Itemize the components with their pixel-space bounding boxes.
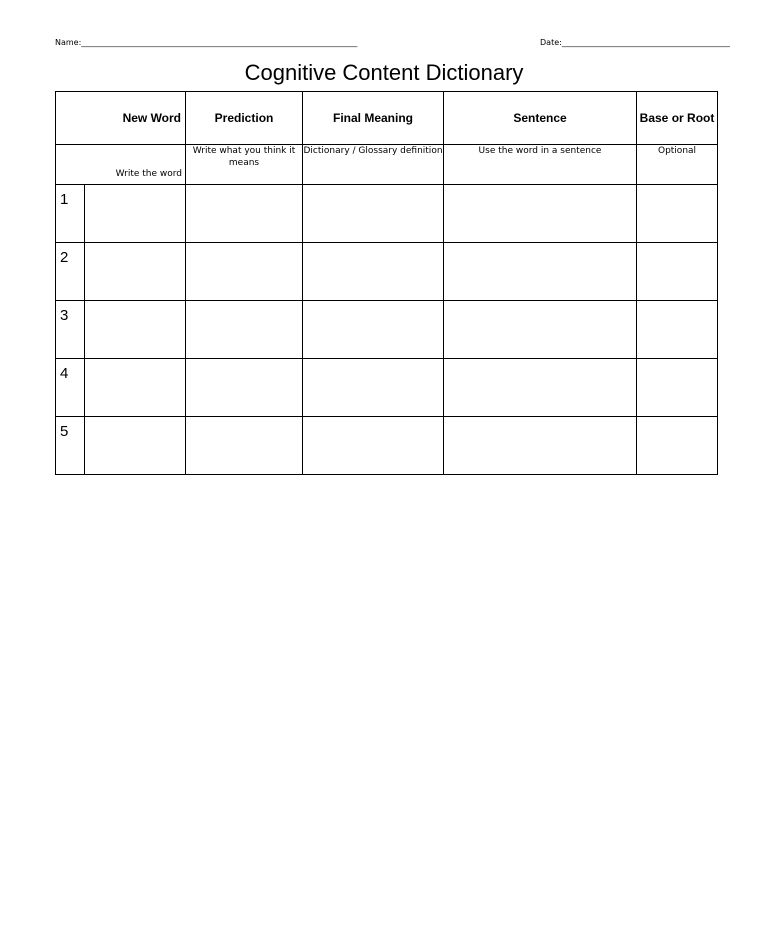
hint-prediction: Write what you think it means [186,145,303,185]
page-title: Cognitive Content Dictionary [244,60,524,85]
cell-final-meaning[interactable] [303,243,444,301]
header-sentence: Sentence [444,92,637,145]
hint-sentence: Use the word in a sentence [444,145,637,185]
cell-base-or-root[interactable] [637,301,718,359]
cell-prediction[interactable] [186,359,303,417]
cell-new-word[interactable] [85,301,186,359]
cell-sentence[interactable] [444,301,637,359]
cell-prediction[interactable] [186,301,303,359]
hint-final-meaning: Dictionary / Glossary definition [303,145,444,185]
table-row [56,301,718,359]
cell-base-or-root[interactable] [637,243,718,301]
table-header-row [56,92,718,145]
cell-prediction[interactable] [186,417,303,475]
table-row [56,359,718,417]
header-prediction: Prediction [186,92,303,145]
row-number: 4 [56,359,85,417]
dictionary-table [55,91,718,475]
table-row [56,185,718,243]
header-base-or-root: Base or Root [637,92,718,145]
cell-new-word[interactable] [85,243,186,301]
cell-sentence[interactable] [444,243,637,301]
table-row [56,243,718,301]
cell-base-or-root[interactable] [637,185,718,243]
row-number: 3 [56,301,85,359]
cell-prediction[interactable] [186,185,303,243]
table-hint-row [56,145,718,185]
date-line[interactable]: Date:__________________________________________ [540,38,730,47]
cell-final-meaning[interactable] [303,417,444,475]
cell-final-meaning[interactable] [303,359,444,417]
cell-sentence[interactable] [444,185,637,243]
row-number: 1 [56,185,85,243]
cell-final-meaning[interactable] [303,185,444,243]
hint-base-or-root: Optional [637,145,718,185]
header-new-word: New Word [56,92,186,145]
cell-final-meaning[interactable] [303,301,444,359]
cell-base-or-root[interactable] [637,417,718,475]
cell-prediction[interactable] [186,243,303,301]
hint-new-word: Write the word [56,145,186,185]
row-number: 2 [56,243,85,301]
table-row [56,417,718,475]
cell-new-word[interactable] [85,359,186,417]
cell-sentence[interactable] [444,417,637,475]
cell-base-or-root[interactable] [637,359,718,417]
cell-sentence[interactable] [444,359,637,417]
name-line[interactable]: Name:_____________________________________________________________________ [55,38,358,47]
header-final-meaning: Final Meaning [303,92,444,145]
cell-new-word[interactable] [85,185,186,243]
row-number: 5 [56,417,85,475]
cell-new-word[interactable] [85,417,186,475]
